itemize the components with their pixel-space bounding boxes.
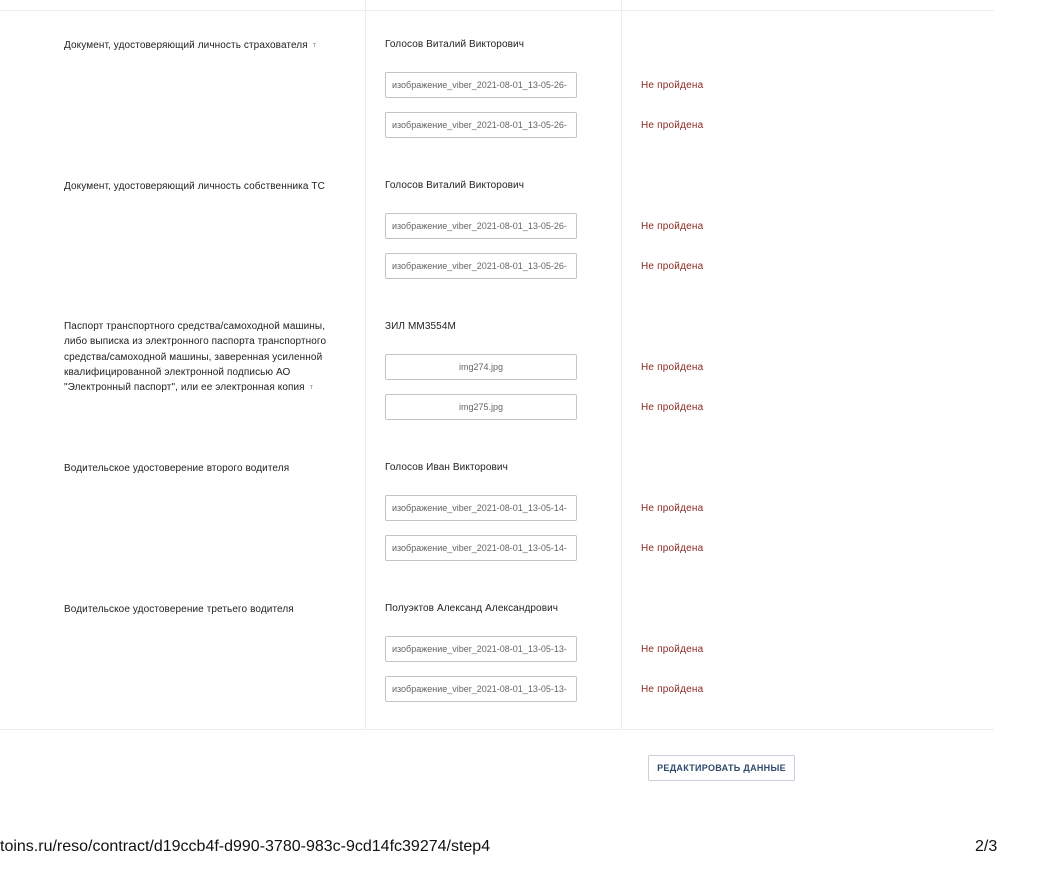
status-badge: Не пройдена xyxy=(641,503,704,514)
status-badge: Не пройдена xyxy=(641,543,704,554)
document-label xyxy=(64,38,354,53)
status-badge: Не пройдена xyxy=(641,261,704,272)
document-owner: Голосов Иван Викторович xyxy=(385,462,508,473)
status-badge: Не пройдена xyxy=(641,221,704,232)
tooltip-icon[interactable]: т xyxy=(312,42,317,49)
status-badge: Не пройдена xyxy=(641,644,704,655)
file-field[interactable]: img275.jpg xyxy=(385,394,577,420)
status-badge: Не пройдена xyxy=(641,402,704,413)
document-owner: ЗИЛ ММ3554М xyxy=(385,321,456,332)
file-field[interactable]: изображение_viber_2021-08-01_13-05-26- xyxy=(385,213,577,239)
document-label-text: Документ, удостоверяющий личность страхователя xyxy=(64,40,308,51)
tooltip-icon[interactable]: т xyxy=(309,384,314,392)
table-top-divider xyxy=(0,10,994,11)
document-owner: Полуэктов Александ Александрович xyxy=(385,603,559,614)
edit-data-button[interactable]: РЕДАКТИРОВАТЬ ДАННЫЕ xyxy=(648,755,795,781)
document-label-text: Водительское удостоверение второго водителя xyxy=(64,463,290,474)
status-badge: Не пройдена xyxy=(641,120,704,131)
status-badge: Не пройдена xyxy=(641,684,704,695)
status-badge: Не пройдена xyxy=(641,80,704,91)
document-owner: Голосов Виталий Викторович xyxy=(385,180,525,191)
table-bottom-divider xyxy=(0,729,994,730)
document-label xyxy=(64,602,354,617)
file-field[interactable]: изображение_viber_2021-08-01_13-05-13- xyxy=(385,636,577,662)
file-field[interactable]: изображение_viber_2021-08-01_13-05-14- xyxy=(385,495,577,521)
file-field[interactable]: img274.jpg xyxy=(385,354,577,380)
file-field[interactable]: изображение_viber_2021-08-01_13-05-14- xyxy=(385,535,577,561)
print-footer-url: toins.ru/reso/contract/d19ccb4f-d990-3780-983c-9cd14fc39274/step4 xyxy=(0,838,491,855)
column-divider-2 xyxy=(621,0,622,729)
document-owner: Голосов Виталий Викторович xyxy=(385,39,525,50)
print-footer-page-number: 2/3 xyxy=(975,838,998,855)
file-field[interactable]: изображение_viber_2021-08-01_13-05-26- xyxy=(385,112,577,138)
file-field[interactable]: изображение_viber_2021-08-01_13-05-26- xyxy=(385,72,577,98)
document-label-text: Документ, удостоверяющий личность собственника ТС xyxy=(64,181,325,192)
document-label-text: Паспорт транспортного средства/самоходной машины, либо выписка из электронного паспорта транспортного средства/самоходной машины, заверенная усиленной квалифицированной электронной подписью АО "Электронный паспорт", или ее электронная копия xyxy=(64,321,327,394)
document-label-text: Водительское удостоверение третьего водителя xyxy=(64,604,294,615)
document-label xyxy=(64,319,349,395)
file-field[interactable]: изображение_viber_2021-08-01_13-05-26- xyxy=(385,253,577,279)
file-field[interactable]: изображение_viber_2021-08-01_13-05-13- xyxy=(385,676,577,702)
column-divider-1 xyxy=(365,0,366,729)
document-label xyxy=(64,179,354,194)
document-label xyxy=(64,461,354,476)
status-badge: Не пройдена xyxy=(641,362,704,373)
